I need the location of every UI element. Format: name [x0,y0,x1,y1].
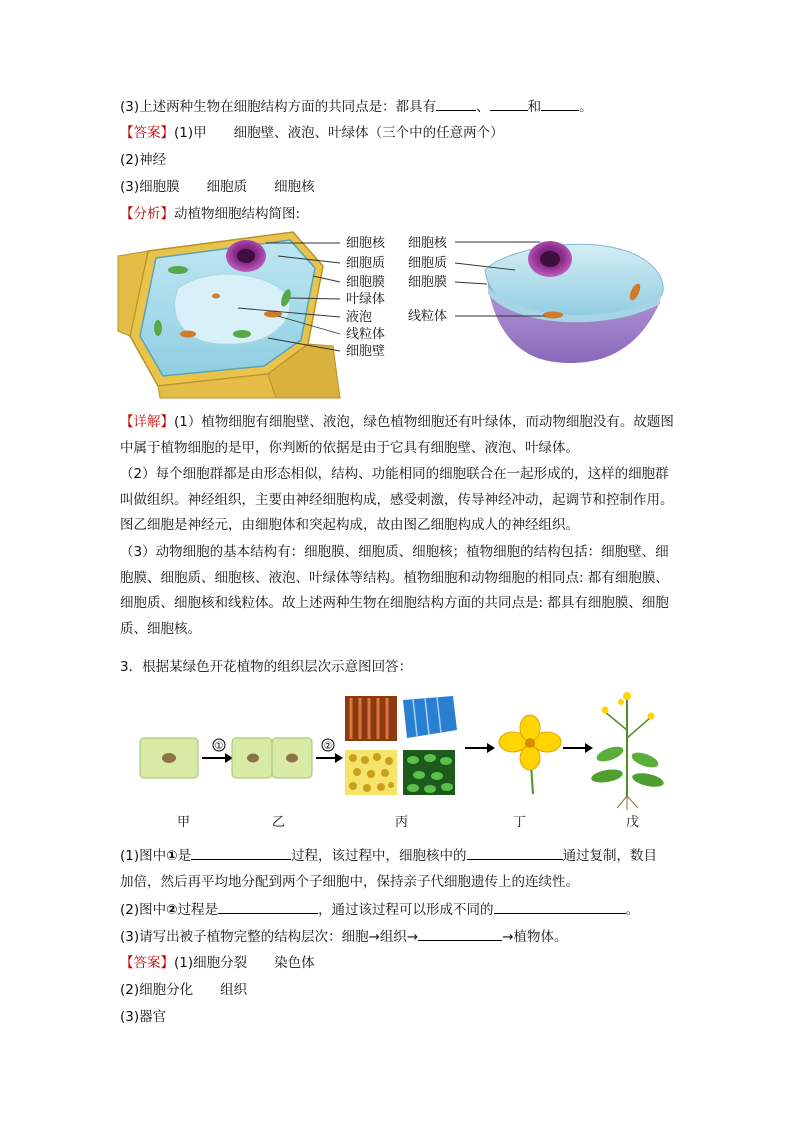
plant-label: 叶绿体 [346,292,386,307]
whole-plant [590,692,665,810]
answer-blank[interactable] [541,96,579,111]
svg-text:①: ① [214,741,224,752]
answer2-line-2: (2)细胞分化 组织 [120,982,248,998]
answer-line-2: (2)神经 [120,152,167,168]
answer-blank[interactable] [218,899,318,914]
stage-label: 戊 [626,815,640,830]
question-4-title: 3．根据某绿色开花植物的组织层次示意图回答： [120,659,413,675]
detail-paragraph-1: 【详解】(1）植物细胞有细胞壁、液泡，绿色植物细胞还有叶绿体，而动物细胞没有。故题图中属于植物细胞的是甲，你判断的依据是由于它具有细胞壁、液泡、叶绿体。 [120,414,674,456]
answer-blank[interactable] [494,899,626,914]
plant-label: 线粒体 [346,327,386,342]
arrow-icon [585,743,593,753]
detail-paragraph-3: （3）动物细胞的基本结构有：细胞膜、细胞质、细胞核；植物细胞的结构包括：细胞壁、细胞膜、细胞质、细胞核、液泡、叶绿体等结构。植物细胞和动物细胞的相同点: 都有细胞膜、细胞质、细胞核和线粒体。故上述两种生物在细胞结构方面的共同点是: 都具有细胞膜、细胞质、细胞核。 [120,544,669,637]
plant-label: 液泡 [346,310,373,325]
arrow-icon [335,753,343,763]
plant-label: 细胞膜 [346,275,386,290]
detail-paragraph-2: （2）每个细胞群都是由形态相似，结构、功能相同的细胞联合在一起形成的，这样的细胞群叫做组织。神经组织，主要由神经细胞构成，感受刺激，传导神经冲动，起调节和控制作用。图乙细胞是神经元，由细胞体和突起构成，故由图乙细胞构成人的神经组织。 [120,466,674,533]
stage-label: 甲 [177,815,191,830]
analysis-line: 【分析】动植物细胞结构简图: [120,206,301,222]
sub-question-1-cont: 加倍，然后再平均地分配到两个子细胞中，保持亲子代细胞遗传上的连续性。 [120,874,579,890]
flower-organ [499,715,561,794]
sub-question-2: (2)图中②过程是 ，通过该过程可以形成不同的 。 [120,899,639,920]
answer-blank[interactable] [418,926,502,941]
tissue-nutritive [345,750,397,795]
answer2-line-1: 【答案】(1)细胞分裂 染色体 [120,955,315,971]
animal-label: 细胞质 [408,256,448,271]
answer2-line-3: (3)器官 [120,1009,167,1025]
stage-label: 乙 [272,815,286,830]
animal-label: 细胞膜 [408,275,448,290]
svg-text:②: ② [323,741,333,752]
answer-blank[interactable] [467,845,563,860]
stage-label: 丁 [513,815,527,830]
chloroplast [168,266,188,274]
tissue-conducting [345,696,397,741]
plant-cell-illustration [118,226,343,398]
sub-question-1: (1)图中①是 过程，该过程中，细胞核中的 通过复制，数目 [120,845,657,866]
sub-question-3: (3)请写出被子植物完整的结构层次：细胞→组织→ →植物体。 [120,926,568,947]
plant-label: 细胞质 [346,256,386,271]
tissue-protective [403,696,457,738]
structure-level-diagram [135,690,675,810]
answer-blank[interactable] [436,96,476,111]
question-part-3: (3)上述两种生物在细胞结构方面的共同点是：都具有 、 和 。 [120,96,593,117]
plant-label: 细胞壁 [346,344,386,359]
answer-blank[interactable] [490,96,528,111]
stage-label: 丙 [395,815,409,830]
animal-label: 线粒体 [408,309,448,324]
answer-line-1: 【答案】(1)甲 细胞壁、液泡、叶绿体（三个中的任意两个） [120,125,504,141]
arrow-icon [487,743,495,753]
tissue-photosynthetic [403,750,455,795]
animal-label: 细胞核 [408,236,448,251]
animal-cell-illustration [455,232,670,372]
answer-blank[interactable] [191,845,291,860]
plant-label: 细胞核 [346,236,386,251]
answer-line-3: (3)细胞膜 细胞质 细胞核 [120,179,315,195]
